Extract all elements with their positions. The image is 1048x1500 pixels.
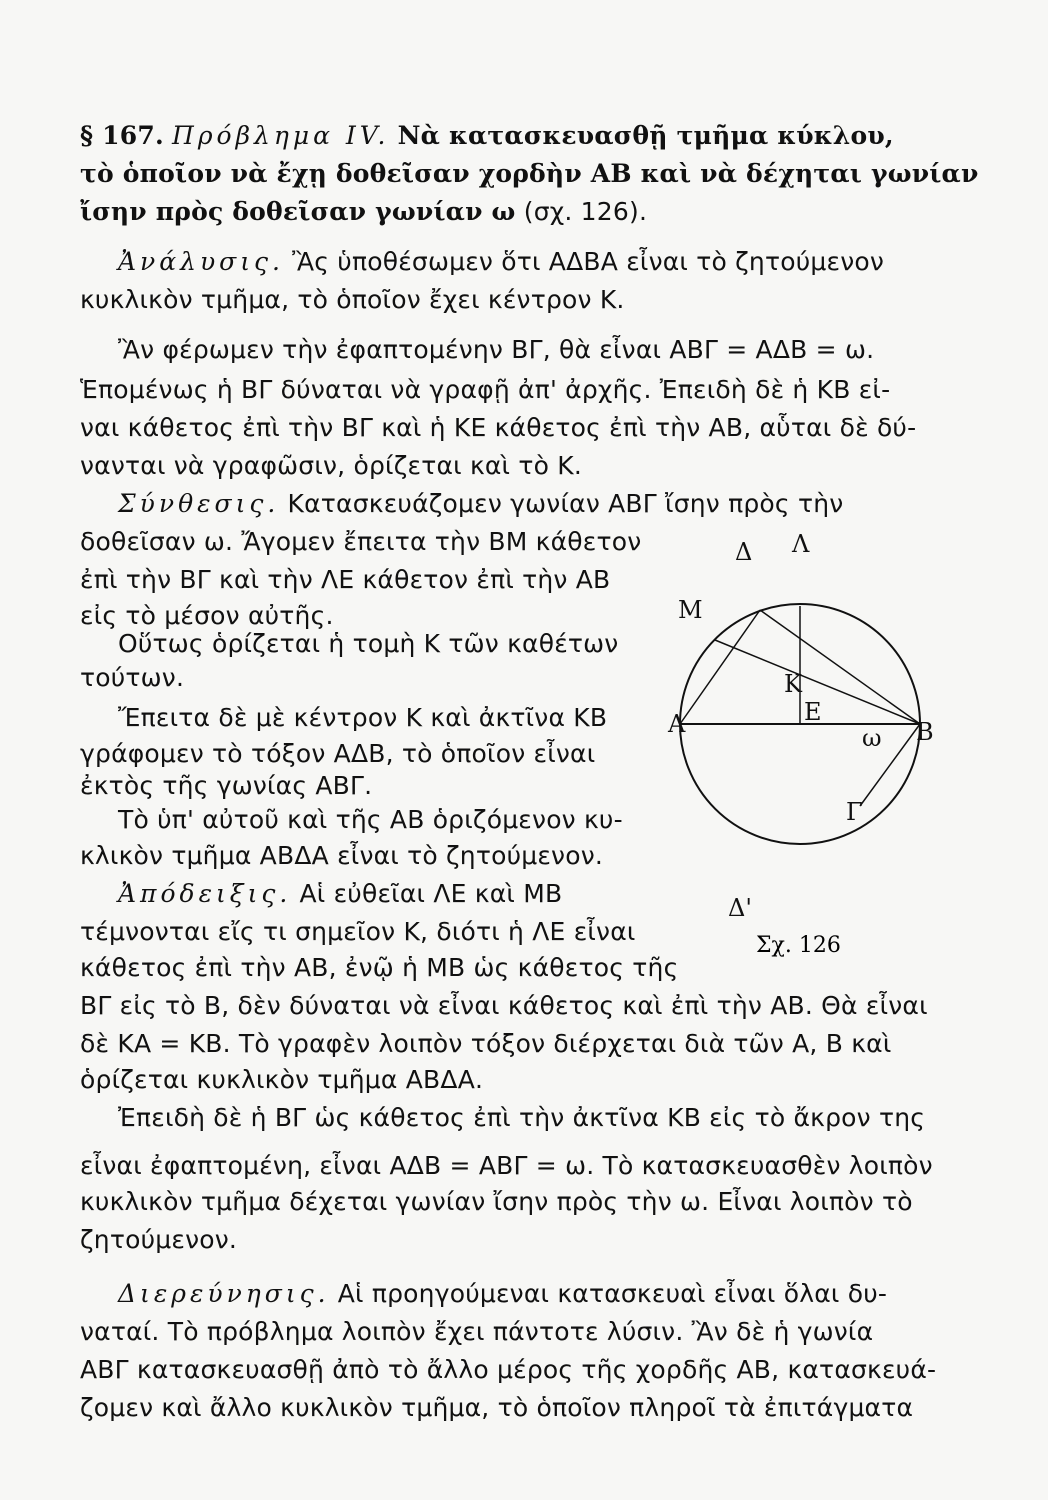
heading-text-1: Νὰ κατασκευασθῇ τμῆμα κύκλου, [397, 121, 894, 150]
label-omega: ω [862, 724, 882, 752]
label-epsilon: Ε [804, 698, 822, 726]
analysis-text-3: Ἂν φέρωμεν τὴν ἐφαπτομένην ΒΓ, θὰ εἶναι ΑΒΓ = ΑΔΒ = ω. [118, 335, 875, 364]
analysis-text-5: ναι κάθετος ἐπὶ τὴν ΒΓ καὶ ἡ ΚΕ κάθετος ἐπὶ τὴν ΑΒ, αὗται δὲ δύ- [80, 413, 917, 442]
line-DA [680, 610, 760, 724]
proof-text-9: κυκλικὸν τμῆμα δέχεται γωνίαν ἴσην πρὸς τὴν ω. Εἶναι λοιπὸν τὸ [80, 1187, 913, 1216]
proof-text-3: κάθετος ἐπὶ τὴν ΑΒ, ἐνῷ ἡ ΜΒ ὡς κάθετος τῆς [80, 953, 679, 982]
synthesis-text-9: ἐκτὸς τῆς γωνίας ΑΒΓ. [80, 771, 373, 800]
analysis-text-2: κυκλικὸν τμῆμα, τὸ ὁποῖον ἔχει κέντρον Κ. [80, 285, 625, 314]
label-delta-bottom: Δ' [728, 894, 752, 922]
label-lambda: Λ [792, 530, 810, 558]
label-kappa: Κ [784, 670, 802, 698]
line-DB [760, 610, 920, 724]
synthesis-label: Σύνθεσις. [118, 489, 280, 518]
proof-text-6: ὁρίζεται κυκλικὸν τμῆμα ΑΒΔΑ. [80, 1065, 484, 1094]
proof-text-10: ζητούμενον. [80, 1225, 238, 1254]
discussion-text-4: ζομεν καὶ ἄλλο κυκλικὸν τμῆμα, τὸ ὁποῖον πληροῖ τὰ ἐπιτάγματα [80, 1393, 914, 1422]
synthesis-text-6: τούτων. [80, 663, 185, 692]
proof-text-7: Ἐπειδὴ δὲ ἡ ΒΓ ὡς κάθετος ἐπὶ τὴν ἀκτῖνα ΚΒ εἰς τὸ ἄκρον της [118, 1103, 926, 1132]
section-number: § 167. [80, 121, 164, 150]
proof-text-1: Αἱ εὐθεῖαι ΛΕ καὶ ΜΒ [299, 879, 563, 908]
discussion-line-1 [118, 1276, 998, 1312]
proof-text-2: τέμνονται εἴς τι σημεῖον Κ, διότι ἡ ΛΕ εἶναι [80, 917, 636, 946]
analysis-text-4: Ἑπομένως ἡ ΒΓ δύναται νὰ γραφῇ ἀπ' ἀρχῆς. Ἐπειδὴ δὲ ἡ ΚΒ εἰ- [80, 375, 891, 404]
proof-line-1 [118, 876, 698, 912]
label-alpha: Α [668, 710, 686, 738]
label-mu: Μ [678, 596, 703, 624]
synthesis-text-2: δοθεῖσαν ω. Ἄγομεν ἔπειτα τὴν ΒΜ κάθετον [80, 527, 642, 556]
discussion-text-3: ΑΒΓ κατασκευασθῇ ἀπὸ τὸ ἄλλο μέρος τῆς χορδῆς ΑΒ, κατασκευά- [80, 1355, 937, 1384]
synthesis-text-8: γράφομεν τὸ τόξον ΑΔΒ, τὸ ὁποῖον εἶναι [80, 739, 596, 768]
analysis-label: Ἀνάλυσις. [118, 247, 284, 276]
figure-caption: Σχ. 126 [756, 933, 841, 958]
synthesis-text-4: εἰς τὸ μέσον αὐτῆς. [80, 601, 334, 630]
discussion-label: Διερεύνησις. [118, 1279, 330, 1308]
analysis-text-6: νανται νὰ γραφῶσιν, ὁρίζεται καὶ τὸ Κ. [80, 451, 582, 480]
synthesis-text-7: Ἔπειτα δὲ μὲ κέντρον Κ καὶ ἀκτῖνα ΚΒ [118, 703, 608, 732]
analysis-text-1: Ἂς ὑποθέσωμεν ὅτι ΑΔΒΑ εἶναι τὸ ζητούμενον [292, 247, 885, 276]
synthesis-text-11: κλικὸν τμῆμα ΑΒΔΑ εἶναι τὸ ζητούμενον. [80, 841, 604, 870]
figure-reference: (σχ. 126). [523, 197, 648, 226]
proof-text-4: ΒΓ εἰς τὸ Β, δὲν δύναται νὰ εἶναι κάθετος καὶ ἐπὶ τὴν ΑΒ. Θὰ εἶναι [80, 991, 928, 1020]
label-delta-top: Δ [735, 538, 753, 566]
proof-label: Ἀπόδειξις. [118, 879, 292, 908]
problem-label: Πρόβλημα IV. [172, 121, 390, 150]
discussion-text-1: Αἱ προηγούμεναι κατασκευαὶ εἶναι ὅλαι δυ- [337, 1279, 888, 1308]
label-gamma: Γ [846, 798, 863, 826]
synthesis-text-1: Κατασκευάζομεν γωνίαν ΑΒΓ ἴσην πρὸς τὴν [287, 489, 844, 518]
synthesis-text-10: Τὸ ὑπ' αὐτοῦ καὶ τῆς ΑΒ ὁριζόμενον κυ- [118, 805, 623, 834]
proof-text-8: εἶναι ἐφαπτομένη, εἶναι ΑΔΒ = ΑΒΓ = ω. Τὸ κατασκευασθὲν λοιπὸν [80, 1151, 933, 1180]
heading-text-2: τὸ ὁποῖον νὰ ἔχῃ δοθεῖσαν χορδὴν ΑΒ καὶ νὰ δέχηται γωνίαν [80, 159, 979, 188]
synthesis-text-3: ἐπὶ τὴν ΒΓ καὶ τὴν ΛΕ κάθετον ἐπὶ τὴν ΑΒ [80, 565, 611, 594]
heading-text-3a: ἴσην πρὸς δοθεῖσαν γωνίαν ω [80, 197, 516, 226]
proof-text-5: δὲ ΚΑ = ΚΒ. Τὸ γραφὲν λοιπὸν τόξον διέρχεται διὰ τῶν Α, Β καὶ [80, 1029, 892, 1058]
discussion-text-2: ναταί. Τὸ πρόβλημα λοιπὸν ἔχει πάντοτε λύσιν. Ἂν δὲ ἡ γωνία [80, 1317, 874, 1346]
problem-heading-line-1 [80, 118, 960, 154]
analysis-line-1 [118, 244, 998, 280]
figure-126-diagram [660, 520, 960, 970]
problem-heading-line-3 [80, 194, 960, 230]
synthesis-line-1 [118, 486, 998, 522]
synthesis-text-5: Οὕτως ὁρίζεται ἡ τομὴ Κ τῶν καθέτων [118, 629, 619, 658]
label-beta: Β [916, 718, 934, 746]
